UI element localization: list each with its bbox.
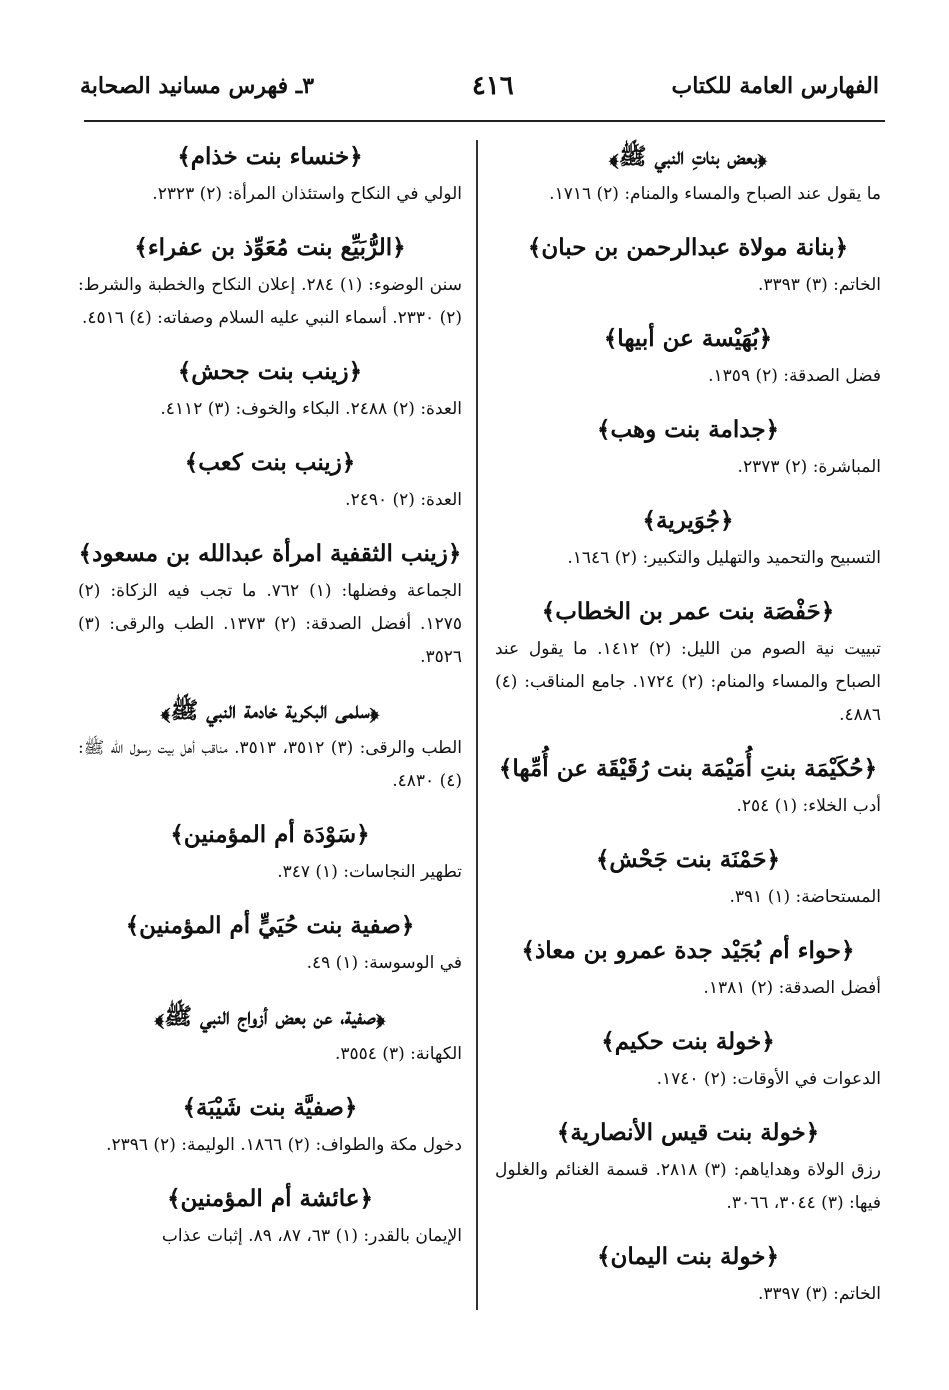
entry-refs: سنن الوضوء: (١) ٢٨٤. إعلان النكاح والخطبة والشرط: (٢) ٢٣٣٠. أسماء النبي عليه السلام وصفاته: (٤) ٤٥١٦.: [78, 275, 462, 328]
entry-name: ﴿سَوْدَة أم المؤمنين﴾: [170, 821, 370, 848]
entry-name: ﴿صفية، عن بعض أزواج النبي ﷺ﴾: [154, 1003, 386, 1030]
entry-name: ﴿جُوَيرية﴾: [642, 507, 734, 534]
entry-refs: أدب الخلاء: (١) ٢٥٤.: [736, 796, 881, 816]
entry-name: ﴿سلمى البكرية خادمة النبي ﷺ﴾: [161, 697, 379, 724]
entry-name: ﴿الرُّبَيِّع بنت مُعَوِّذ بن عفراء﴾: [134, 234, 406, 261]
index-entry: [495, 320, 881, 393]
index-entry: [78, 535, 462, 674]
left-column: [78, 138, 462, 1271]
index-entry: [78, 138, 462, 211]
entry-name: ﴿خولة بنت قيس الأنصارية﴾: [556, 1119, 820, 1146]
index-entry: [495, 593, 881, 732]
entry-name: ﴿بُهَيْسة عن أبيها﴾: [603, 325, 773, 352]
index-entry: [78, 998, 462, 1071]
index-entry: [495, 502, 881, 575]
index-entry: [495, 138, 881, 211]
index-entry: [495, 229, 881, 302]
index-entry: [495, 932, 881, 1005]
entry-refs: رزق الولاة وهداياهم: (٣) ٢٨١٨. قسمة الغنائم والغلول فيها: (٣) ٣٠٤٤، ٣٠٦٦.: [495, 1160, 881, 1213]
entry-refs: الإيمان بالقدر: (١) ٦٣، ٨٧، ٨٩. إثبات عذاب: [161, 1226, 462, 1246]
entry-refs: أفضل الصدقة: (٢) ١٣٨١.: [703, 978, 881, 998]
index-entry: [495, 1238, 881, 1311]
entry-name: ﴿حواء أم بُجَيْد جدة عمرو بن معاذ﴾: [521, 937, 855, 964]
index-entry: [78, 444, 462, 517]
entry-refs: فضل الصدقة: (٢) ١٣٥٩.: [708, 366, 881, 386]
entry-name: ﴿صفيَّة بنت شَيْبَة﴾: [182, 1094, 358, 1121]
index-entry: [495, 841, 881, 914]
entry-refs: المستحاضة: (١) ٣٩١.: [729, 887, 881, 907]
entry-refs: في الوسوسة: (١) ٤٩.: [306, 953, 462, 973]
page-header: [80, 66, 879, 106]
entry-refs: العدة: (٢) ٢٤٩٠.: [345, 490, 462, 510]
entry-name: ﴿حَمْنَة بنت جَحْش﴾: [595, 846, 781, 873]
entry-name: ﴿زينب بنت كعب﴾: [184, 449, 356, 476]
entry-name: ﴿خولة بنت اليمان﴾: [597, 1243, 779, 1270]
entry-name: ﴿بعض بناتِ النبي ﷺ﴾: [609, 143, 767, 170]
entry-refs: العدة: (٢) ٢٤٨٨. البكاء والخوف: (٣) ٤١١٢.: [160, 399, 462, 419]
entry-refs: الولي في النكاح واستئذان المرأة: (٢) ٢٣٢٣.: [152, 184, 462, 204]
entry-refs: المباشرة: (٢) ٢٣٧٣.: [737, 457, 881, 477]
entry-refs: الكهانة: (٣) ٣٥٥٤.: [334, 1044, 462, 1064]
entry-name: ﴿خولة بنت حكيم﴾: [601, 1028, 775, 1055]
header-book-title: الفهارس العامة للكتاب: [671, 73, 879, 99]
index-entry: [78, 1180, 462, 1253]
header-section-title: ٣ـ فهرس مسانيد الصحابة: [80, 73, 315, 99]
page-number: ٤١٦: [471, 71, 514, 101]
entry-refs: الخاتم: (٣) ٣٣٩٧.: [758, 1284, 881, 1304]
entry-refs: الخاتم: (٣) ٣٣٩٣.: [758, 275, 881, 295]
entry-refs: دخول مكة والطواف: (٢) ١٨٦٦. الوليمة: (٢) ٢٣٩٦.: [106, 1135, 462, 1155]
index-entry: [78, 353, 462, 426]
entry-name: ﴿بنانة مولاة عبدالرحمن بن حبان﴾: [527, 234, 849, 261]
entry-name: ﴿عائشة أم المؤمنين﴾: [167, 1185, 373, 1212]
index-entry: [78, 692, 462, 798]
index-entry: [495, 1114, 881, 1220]
entry-refs: الدعوات في الأوقات: (٢) ١٧٤٠.: [656, 1069, 881, 1089]
index-entry: [78, 907, 462, 980]
entry-name: ﴿زينب بنت جحش﴾: [177, 358, 363, 385]
header-rule: [84, 120, 885, 122]
entry-refs: الطب والرقى: (٣) ٣٥١٢، ٣٥١٣. مناقب أهل بيت رسول الله ﷺ: (٤) ٤٨٣٠.: [78, 738, 462, 791]
index-entry: [78, 1089, 462, 1162]
entry-name: ﴿حَفْصَة بنت عمر بن الخطاب﴾: [541, 598, 835, 625]
entry-name: ﴿زينب الثقفية امرأة عبدالله بن مسعود﴾: [78, 540, 462, 567]
index-entry: [495, 750, 881, 823]
column-divider: [476, 140, 478, 1310]
right-column: [495, 138, 881, 1329]
index-entry: [495, 411, 881, 484]
index-entry: [495, 1023, 881, 1096]
entry-refs: الجماعة وفضلها: (١) ٧٦٢. ما تجب فيه الزكاة: (٢) ١٢٧٥. أفضل الصدقة: (٢) ١٣٧٣. الطب والرقى: (٣) ٣٥٢٦.: [78, 581, 462, 667]
index-entry: [78, 816, 462, 889]
entry-name: ﴿جدامة بنت وهب﴾: [596, 416, 780, 443]
entry-refs: ما يقول عند الصباح والمساء والمنام: (٢) ١٧١٦.: [549, 184, 881, 204]
entry-refs: التسبيح والتحميد والتهليل والتكبير: (٢) ١٦٤٦.: [567, 548, 881, 568]
entry-name: ﴿حُكَيْمَة بنتِ أُمَيْمَة بنت رُقَيْقَة عن أُمِّها﴾: [498, 755, 878, 782]
entry-name: ﴿خنساء بنت خذام﴾: [177, 143, 363, 170]
index-entry: [78, 229, 462, 335]
entry-refs: تطهير النجاسات: (١) ٣٤٧.: [277, 862, 462, 882]
entry-name: ﴿صفية بنت حُيَيٍّ أم المؤمنين﴾: [125, 912, 415, 939]
entry-refs: تبييت نية الصوم من الليل: (٢) ١٤١٢. ما يقول عند الصباح والمساء والمنام: (٢) ١٧٢٤. جامع المناقب: (٤) ٤٨٨٦.: [495, 639, 882, 725]
